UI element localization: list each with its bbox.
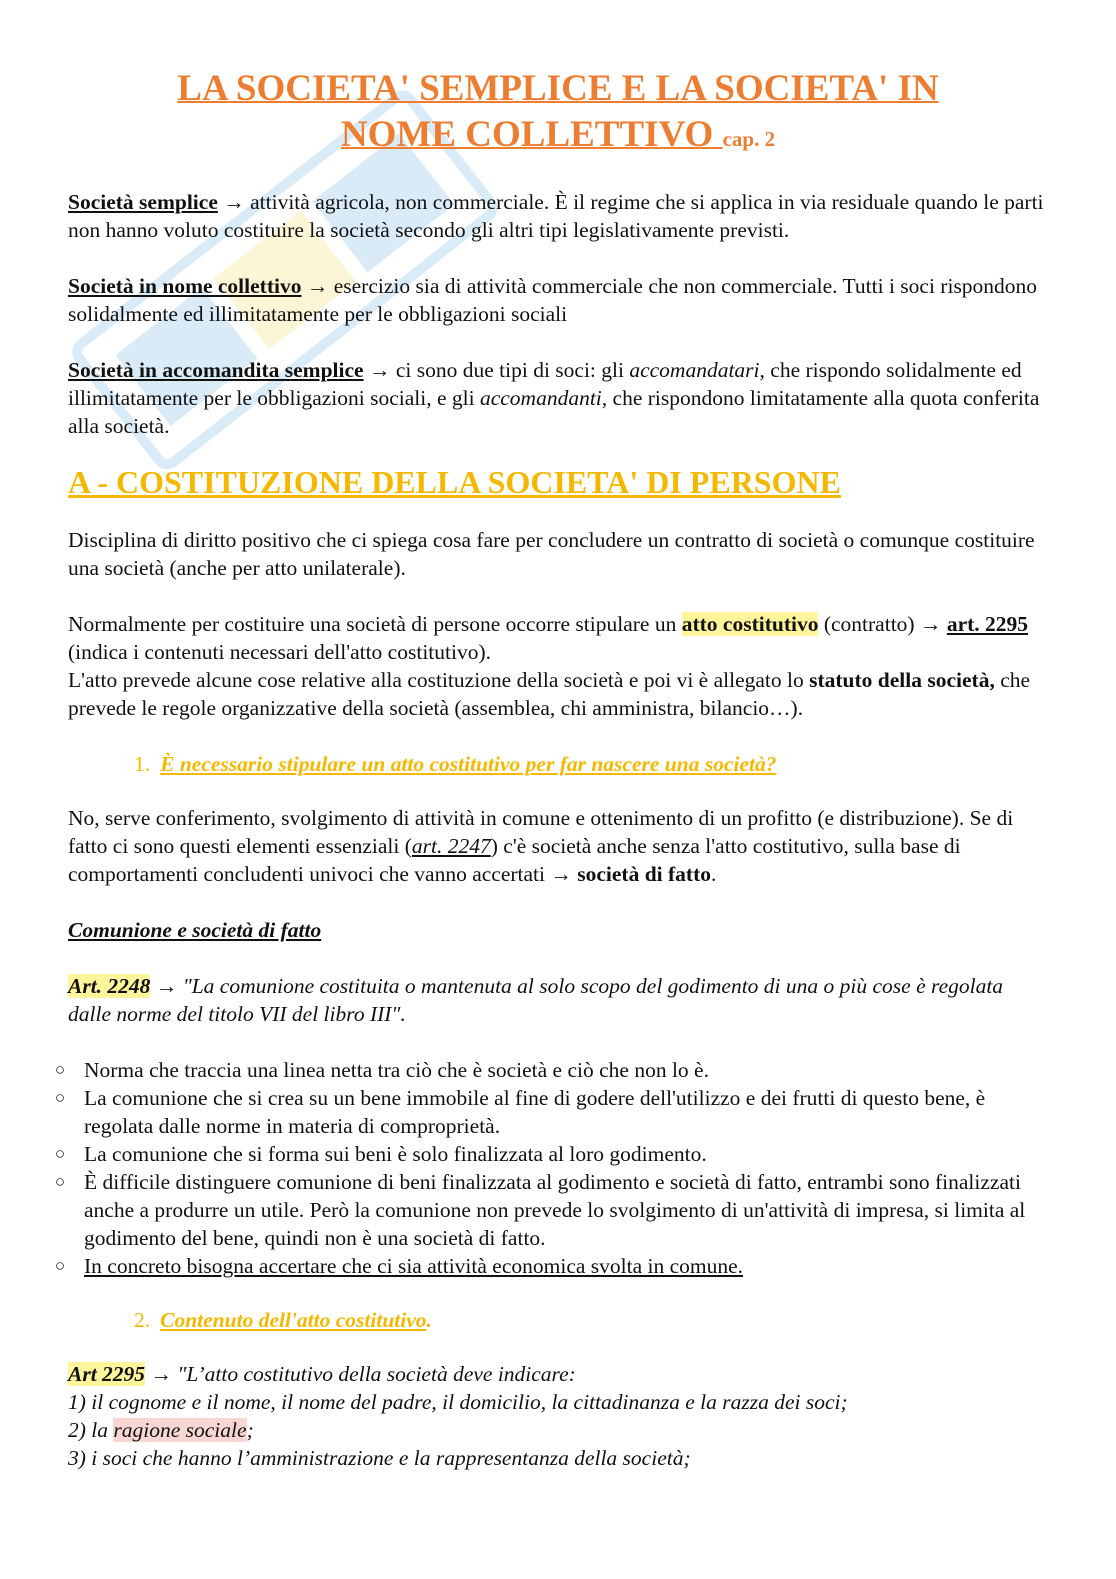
section-a-title: A - COSTITUZIONE DELLA SOCIETA' DI PERSONE: [68, 464, 841, 500]
quote-line-2: [68, 1416, 1048, 1444]
text: No, serve conferimento, svolgimento di attività in comune e ottenimento di un profitto (e distribuzione). Se di fatto ci sono questi elementi essenziali (: [68, 806, 1014, 858]
quote-text: → "L’atto costitutivo della società deve indicare:: [145, 1362, 576, 1386]
quote-art-2295: [68, 1360, 1048, 1472]
paragraph-societa-di-fatto: [68, 804, 1048, 888]
list-item: [50, 1056, 1048, 1084]
definition-snc: [68, 272, 1048, 328]
quote-line-1: 1) il cognome e il nome, il nome del padre, il domicilio, la cittadinanza e la razza dei soci;: [68, 1390, 848, 1414]
list-item-text: La comunione che si crea su un bene immobile al fine di godere dell'utilizzo e dei frutti di questo bene, è regolata dalle norme in materia di comproprietà.: [84, 1086, 986, 1138]
italic-term: accomandanti,: [479, 386, 608, 410]
term-snc: Società in nome collettivo: [68, 274, 302, 298]
text: ) c'è società anche senza l'atto costitutivo, sulla base di comportamenti concludenti univoci che vanno accertati →: [68, 834, 961, 886]
question-2: [134, 1306, 1048, 1334]
italic-term: accomandatari: [629, 358, 760, 382]
paragraph-disciplina: Disciplina di diritto positivo che ci spiega cosa fare per concludere un contratto di società o comunque costituire una società (anche per atto unilaterale).: [68, 528, 1035, 580]
chapter-label: cap. 2: [722, 127, 776, 151]
term-sas: Società in accomandita semplice: [68, 358, 364, 382]
document-page: [54, 66, 1048, 1472]
list-item: [50, 1252, 1048, 1280]
list-item-text: Norma che traccia una linea netta tra ciò che è società e ciò che non lo è.: [84, 1058, 709, 1082]
list-item-text: In concreto bisogna accertare che ci sia attività economica svolta in comune.: [84, 1254, 744, 1278]
text: Normalmente per costituire una società di persone occorre stipulare un: [68, 612, 682, 636]
bullet-list: [50, 1056, 1048, 1280]
question-1: [134, 750, 1048, 778]
article-ref-2295-quote: Art 2295: [68, 1362, 146, 1386]
text: .: [711, 862, 717, 886]
definition-text: → attività agricola, non commerciale. È il regime che si applica in via residuale quando le parti non hanno voluto costituire la società secondo gli altri tipi legislativamente previsti.: [68, 190, 1044, 242]
bullet-marker: ○: [54, 1144, 66, 1163]
article-ref-2248: Art. 2248: [68, 974, 151, 998]
text: L'atto prevede alcune cose relative alla costituzione della società e poi vi è allegato lo: [68, 668, 810, 692]
bullet-marker: ○: [54, 1172, 66, 1191]
sub-heading-comunione: Comunione e società di fatto: [68, 918, 322, 942]
list-item: [50, 1140, 1048, 1168]
bullet-marker: ○: [54, 1060, 66, 1079]
article-ref-2295: art. 2295: [946, 612, 1029, 636]
text: (contratto) →: [818, 612, 947, 636]
definition-sas: [68, 356, 1048, 440]
list-item-text: La comunione che si forma sui beni è solo finalizzata al loro godimento.: [84, 1142, 707, 1166]
question-text: È necessario stipulare un atto costitutivo per far nascere una società?: [160, 752, 777, 776]
list-item: [50, 1168, 1048, 1252]
quote-line-3: 3) i soci che hanno l’amministrazione e la rappresentanza della società;: [68, 1446, 691, 1470]
page-title: [68, 66, 1048, 162]
text: (indica i contenuti necessari dell'atto costitutivo).: [68, 640, 491, 664]
title-line-1: LA SOCIETA' SEMPLICE E LA SOCIETA' IN: [177, 68, 939, 109]
definition-text: → esercizio sia di attività commerciale che non commerciale. Tutti i soci rispondono solidalmente ed illimitatamente per le obbligazioni sociali: [68, 274, 1038, 326]
definition-societa-semplice: [68, 188, 1048, 244]
article-ref-2247: art. 2247: [411, 834, 491, 858]
quote-text: ;: [246, 1418, 254, 1442]
highlight-atto-costitutivo: atto costitutivo: [681, 612, 819, 636]
bold-statuto: statuto della società,: [809, 668, 995, 692]
bold-societa-di-fatto: società di fatto: [577, 862, 711, 886]
paragraph-atto-costitutivo: [68, 610, 1048, 722]
quote-text: 2) la: [68, 1418, 114, 1442]
bullet-marker: ○: [54, 1256, 66, 1275]
quote-art-2248: [68, 972, 1048, 1028]
title-line-2: NOME COLLETTIVO: [340, 114, 723, 155]
bullet-marker: ○: [54, 1088, 66, 1107]
list-item-text: È difficile distinguere comunione di beni finalizzata al godimento e società di fatto, entrambi sono finalizzati anche a produrre un utile. Però la comunione non prevede lo svolgimento di un'attività di impresa, si limita al godimento del bene, quindi non è una società di fatto.: [84, 1170, 1026, 1250]
question-text: Contenuto dell'atto costitutivo: [160, 1308, 427, 1332]
definition-text: che rispondono limitatamente alla quota conferita alla società.: [68, 386, 1040, 438]
term-societa-semplice: Società semplice: [68, 190, 218, 214]
definition-text: → ci sono due tipi di soci: gli: [363, 358, 630, 382]
highlight-ragione-sociale: ragione sociale: [113, 1418, 247, 1442]
question-dot: .: [426, 1308, 432, 1332]
definition-text: , che rispondo solidalmente ed illimitatamente per le obbligazioni sociali, e gli: [68, 358, 1022, 410]
list-item: [50, 1084, 1048, 1140]
quote-text: → "La comunione costituita o mantenuta al solo scopo del godimento di una o più cose è regolata dalle norme del titolo VII del libro III".: [68, 974, 1004, 1026]
quote-intro: [68, 1360, 1048, 1388]
text: che prevede le regole organizzative della società (assemblea, chi amministra, bilancio…).: [68, 668, 1031, 720]
question-number: 2.: [134, 1308, 151, 1332]
question-number: 1.: [134, 752, 151, 776]
